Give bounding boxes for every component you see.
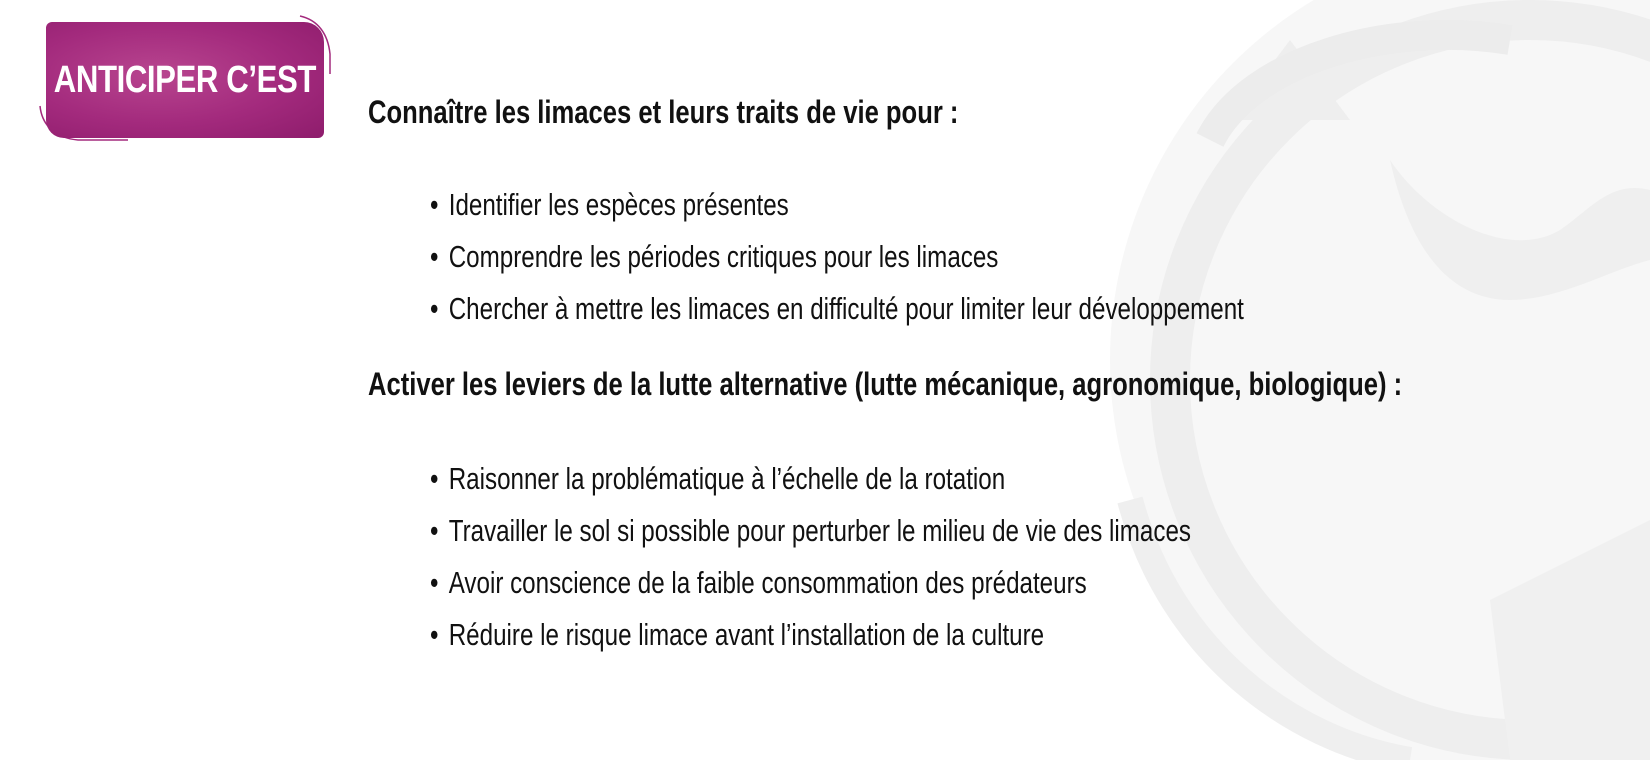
list-item-text: Chercher à mettre les limaces en difficulté pour limiter leur développement: [448, 291, 1244, 326]
list-item: [430, 179, 1244, 231]
list-item-text: Travailler le sol si possible pour perturber le milieu de vie des limaces: [448, 513, 1192, 548]
list-item-text: Identifier les espèces présentes: [448, 187, 789, 222]
section-2-heading: Activer les leviers de la lutte alternative (lutte mécanique, agronomique, biologique) :: [368, 366, 1403, 402]
bullet-icon: •: [430, 239, 439, 274]
list-item: [430, 609, 1191, 661]
list-item: [430, 505, 1191, 557]
list-item-text: Avoir conscience de la faible consommation des prédateurs: [448, 565, 1087, 600]
list-item-text: Raisonner la problématique à l’échelle de la rotation: [448, 461, 1006, 496]
list-item: [430, 283, 1244, 335]
bullet-icon: •: [430, 291, 439, 326]
list-item: [430, 557, 1191, 609]
section-2-list: [430, 453, 1406, 661]
list-item: [430, 453, 1191, 505]
list-item-text: Réduire le risque limace avant l’installation de la culture: [448, 617, 1045, 652]
bullet-icon: •: [430, 617, 439, 652]
section-1-heading: Connaître les limaces et leurs traits de vie pour :: [368, 94, 959, 130]
bullet-icon: •: [430, 187, 439, 222]
title-badge: [46, 22, 324, 138]
bullet-icon: •: [430, 461, 439, 496]
bullet-icon: •: [430, 513, 439, 548]
list-item-text: Comprendre les périodes critiques pour les limaces: [448, 239, 999, 274]
slide-title: ANTICIPER C’EST: [53, 58, 317, 101]
list-item: [430, 231, 1244, 283]
section-1-list: [430, 179, 1473, 335]
bullet-icon: •: [430, 565, 439, 600]
